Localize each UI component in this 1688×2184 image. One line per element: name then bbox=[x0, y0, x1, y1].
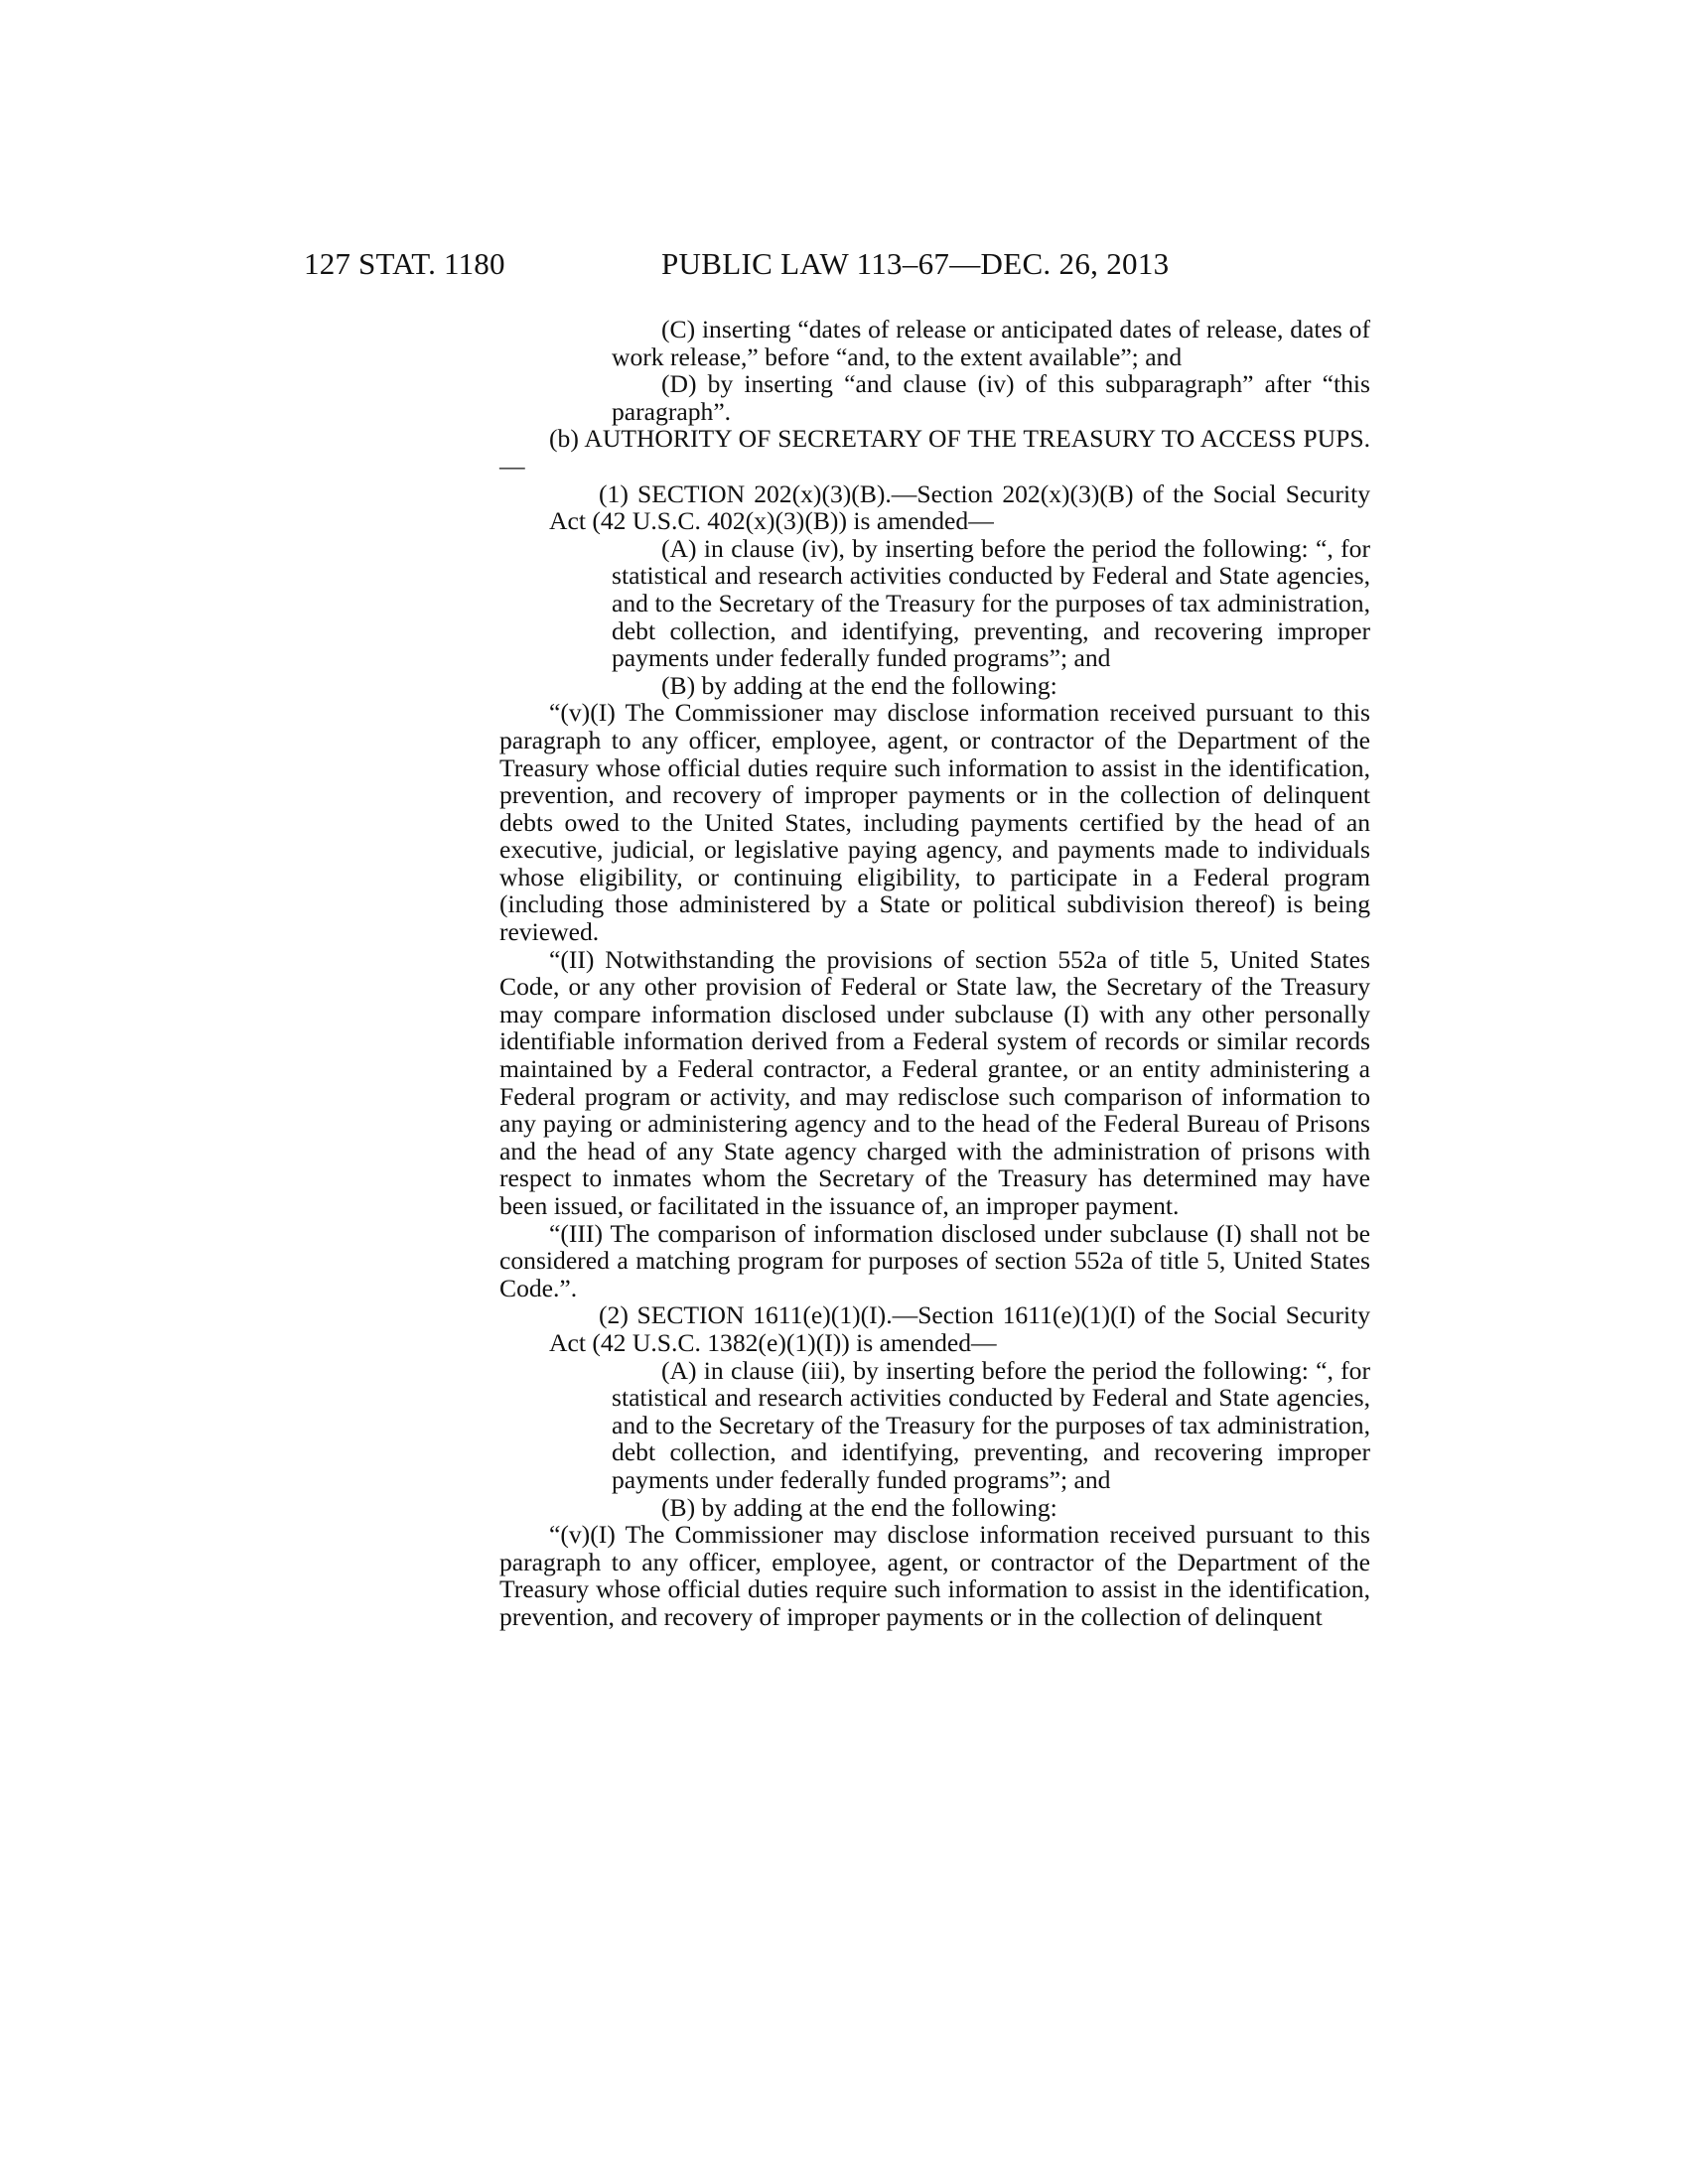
quoted-clause-v-i: “(v)(I) The Commissioner may disclose information received pursuant to this paragraph to any officer, employee, agent, or contractor of the Department of the Treasury whose official duties require such information to assist in the identification, prevention, and recovery of improper payments or in the collection of delinquent debts owed to the United States, including payments certified by the head of an executive, judicial, or legislative paying agency, and payments made to individuals whose eligibility, or continuing eligibility, to participate in a Federal program (including those administered by a State or political subdivision thereof) is being reviewed. bbox=[499, 698, 1370, 947]
statute-body bbox=[499, 316, 1370, 1631]
subsection-b-heading: (b) AUTHORITY OF SECRETARY OF THE TREASURY TO ACCESS PUPS.— bbox=[499, 424, 1370, 480]
paragraph-2-subparagraph-a: (A) in clause (iii), by inserting before the period the following: “, for statistical and research activities conducted by Federal and State agencies, and to the Secretary of the Treasury for the purposes of tax administration, debt collection, and identifying, preventing, and recovering improper payments under federally funded programs”; and bbox=[612, 1355, 1370, 1494]
page-header bbox=[0, 246, 1688, 290]
quoted-subclause-ii: “(II) Notwithstanding the provisions of section 552a of title 5, United States Code, or any other provision of Federal or State law, the Secretary of the Treasury may compare information disclosed under subclause (I) with any other personally identifiable information derived from a Federal system of records or similar records maintained by a Federal contractor, a Federal grantee, or an entity administering a Federal program or activity, and may redisclose such comparison of information to any paying or administering agency and to the head of the Federal Bureau of Prisons and the head of any State agency charged with the administration of prisons with respect to inmates whom the Secretary of the Treasury has determined may have been issued, or facilitated in the issuance of, an improper payment. bbox=[499, 944, 1370, 1220]
paragraph-1-subparagraph-a: (A) in clause (iv), by inserting before the period the following: “, for statistical and research activities conducted by Federal and State agencies, and to the Secretary of the Treasury for the purposes of tax administration, debt collection, and identifying, preventing, and recovering improper payments under federally funded programs”; and bbox=[612, 533, 1370, 673]
quoted-subclause-iii: “(III) The comparison of information disclosed under subclause (I) shall not be considered a matching program for purposes of section 552a of title 5, United States Code.”. bbox=[499, 1218, 1370, 1302]
paragraph-1-subparagraph-b: (B) by adding at the end the following: bbox=[661, 670, 1057, 700]
subparagraph-c: (C) inserting “dates of release or anticipated dates of release, dates of work release,” before “and, to the extent available”; and bbox=[612, 315, 1370, 371]
paragraph-2-subparagraph-b: (B) by adding at the end the following: bbox=[661, 1492, 1057, 1522]
paragraph-2-section-1611: (2) SECTION 1611(e)(1)(I).—Section 1611(e)(1)(I) of the Social Security Act (42 U.S.C. 1382(e)(1)(I)) is amended— bbox=[549, 1300, 1370, 1357]
statute-page-number: 127 STAT. 1180 bbox=[304, 246, 505, 281]
subparagraph-d: (D) by inserting “and clause (iv) of this subparagraph” after “this paragraph”. bbox=[612, 369, 1370, 426]
public-law-title: PUBLIC LAW 113–67—DEC. 26, 2013 bbox=[661, 246, 1170, 281]
quoted-clause-v-i-second: “(v)(I) The Commissioner may disclose information received pursuant to this paragraph to any officer, employee, agent, or contractor of the Department of the Treasury whose official duties require such information to assist in the identification, prevention, and recovery of improper payments or in the collection of delinquent bbox=[499, 1520, 1370, 1631]
paragraph-1-section-202: (1) SECTION 202(x)(3)(B).—Section 202(x)(3)(B) of the Social Security Act (42 U.S.C. 402(x)(3)(B)) is amended— bbox=[549, 478, 1370, 536]
